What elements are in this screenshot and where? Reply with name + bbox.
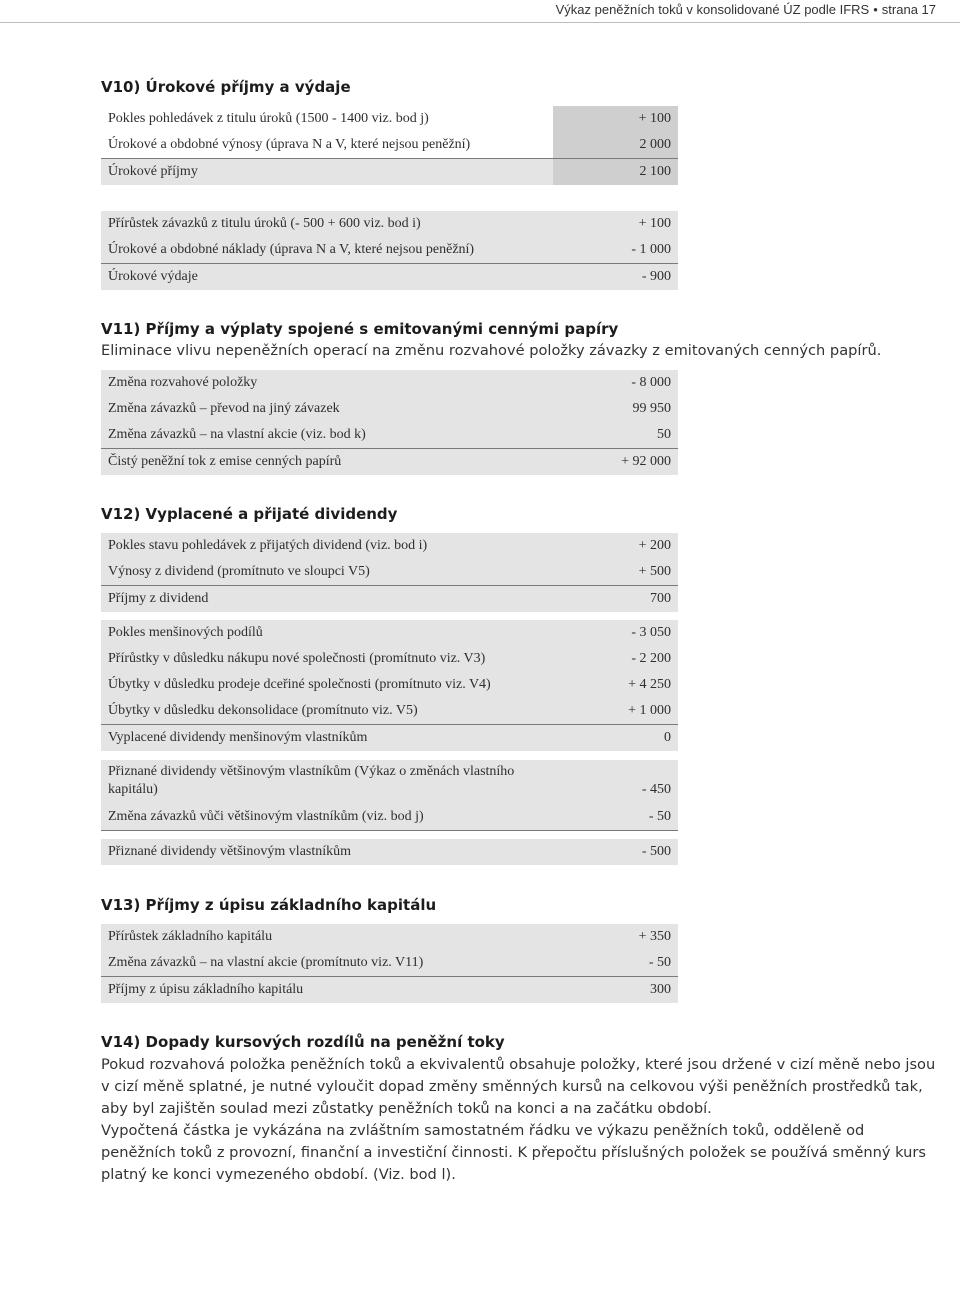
table-row (101, 804, 678, 831)
table-row (101, 839, 678, 865)
header-bullet: • (873, 2, 878, 17)
minority-dividends-table (101, 620, 678, 751)
row-label: Změna závazků – převod na jiný závazek (108, 401, 340, 416)
table-row (101, 620, 678, 646)
row-value: - 2 200 (631, 651, 671, 666)
row-value: - 900 (641, 269, 671, 284)
section-heading-v10: V10) Úrokové příjmy a výdaje (101, 78, 351, 96)
row-value: - 1 000 (631, 242, 671, 257)
row-value: + 1 000 (628, 703, 671, 718)
row-label: Vyplacené dividendy menšinovým vlastníkům (108, 730, 368, 745)
row-label: Přírůstek závazků z titulu úroků (- 500 + 600 viz. bod i) (108, 216, 421, 231)
row-value: - 3 050 (631, 625, 671, 640)
paragraph: Vypočtená částka je vykázána na zvláštním samostatném řádku ve výkazu peněžních toků, odděleně od peněžních toků z provozní, finanční a investiční činnosti. K přepočtu příslušných položek se používá směnný kurs platný ke konci vymezeného období. (Viz. bod l). (101, 1122, 926, 1183)
table-row (101, 159, 678, 185)
row-value: + 100 (638, 216, 671, 231)
row-label: Přírůstky v důsledku nákupu nové společnosti (promítnuto viz. V3) (108, 651, 486, 666)
row-value: + 100 (553, 106, 678, 132)
row-value: + 92 000 (621, 454, 671, 469)
row-label: Úrokové a obdobné náklady (úprava N a V, které nejsou peněžní) (108, 242, 475, 257)
table-row (101, 559, 678, 586)
interest-income-table (101, 106, 678, 185)
table-row (101, 760, 678, 804)
table-row (101, 533, 678, 559)
section-heading-v13: V13) Příjmy z úpisu základního kapitálu (101, 896, 437, 914)
table-row (101, 646, 678, 672)
page-number: strana 17 (881, 2, 936, 17)
dividends-received-table (101, 533, 678, 612)
row-value: 700 (650, 591, 671, 606)
row-label: Přírůstek základního kapitálu (108, 929, 273, 944)
table-row (101, 725, 678, 751)
row-value: 2 000 (553, 132, 678, 158)
row-label: Úrokové a obdobné výnosy (úprava N a V, které nejsou peněžní) (108, 137, 471, 152)
table-row (101, 106, 678, 132)
paragraph: Pokud rozvahová položka peněžních toků a ekvivalentů obsahuje položky, které jsou držené v cizí měně nebo jsou v cizí měně splatné, je nutné vyloučit dopad změny směnných kursů na celkovou výši peněžních prostředků tak, aby byl zajištěn soulad mezi zůstatky peněžních toků na konci a na začátku období. (101, 1056, 936, 1117)
row-label: Úrokové příjmy (108, 164, 198, 179)
table-row (101, 698, 678, 725)
row-label: Úrokové výdaje (108, 269, 198, 284)
row-value: - 50 (648, 809, 671, 824)
row-label: Úbytky v důsledku prodeje dceřiné společnosti (promítnuto viz. V4) (108, 677, 491, 692)
table-row (101, 370, 678, 396)
majority-dividends-total-table (101, 839, 678, 865)
row-value: + 200 (638, 538, 671, 553)
table-row (101, 422, 678, 449)
row-value: 0 (664, 730, 671, 745)
table-row (101, 950, 678, 977)
running-header (556, 2, 936, 17)
row-value: - 450 (641, 782, 671, 797)
majority-dividends-table (101, 760, 678, 831)
row-label: Změna závazků – na vlastní akcie (promítnuto viz. V11) (108, 955, 424, 970)
table-row (101, 237, 678, 264)
row-label: Změna závazků – na vlastní akcie (viz. bod k) (108, 427, 366, 442)
table-row (101, 924, 678, 950)
row-value: + 350 (638, 929, 671, 944)
row-value: 2 100 (553, 159, 678, 185)
section-heading-v12: V12) Vyplacené a přijaté dividendy (101, 505, 398, 523)
table-row (101, 264, 678, 290)
table-row (101, 211, 678, 237)
row-value: 300 (650, 982, 671, 997)
table-row (101, 132, 678, 159)
section-heading-v11: V11) Příjmy a výplaty spojené s emitovanými cennými papíry (101, 320, 619, 338)
row-value: + 500 (638, 564, 671, 579)
row-label: Pokles stavu pohledávek z přijatých dividend (viz. bod i) (108, 538, 428, 553)
row-value: - 500 (641, 844, 671, 859)
row-label: Úbytky v důsledku dekonsolidace (promítnuto viz. V5) (108, 703, 418, 718)
row-value: 99 950 (632, 401, 671, 416)
interest-expense-table (101, 211, 678, 290)
row-label: Přiznané dividendy většinovým vlastníkům (Výkaz o změnách vlastního kapitálu) (108, 764, 515, 797)
row-label: Příjmy z dividend (108, 591, 209, 606)
securities-table (101, 370, 678, 475)
row-value: - 50 (648, 955, 671, 970)
document-title: Výkaz peněžních toků v konsolidované ÚZ podle IFRS (555, 2, 870, 17)
table-row (101, 396, 678, 422)
table-row (101, 449, 678, 475)
row-label: Přiznané dividendy většinovým vlastníkům (108, 844, 352, 859)
row-value: 50 (657, 427, 671, 442)
row-label: Změna rozvahové položky (108, 375, 258, 390)
row-label: Čistý peněžní tok z emise cenných papírů (108, 454, 342, 469)
table-row (101, 586, 678, 612)
section-intro: Eliminace vlivu nepeněžních operací na změnu rozvahové položky závazky z emitovaných cenných papírů. (101, 342, 882, 359)
row-label: Pokles pohledávek z titulu úroků (1500 - 1400 viz. bod j) (108, 111, 429, 126)
row-label: Změna závazků vůči většinovým vlastníkům (viz. bod j) (108, 809, 424, 824)
section-heading-v14: V14) Dopady kursových rozdílů na peněžní toky (101, 1033, 505, 1051)
table-row (101, 672, 678, 698)
row-label: Výnosy z dividend (promítnuto ve sloupci V5) (108, 564, 370, 579)
share-capital-table (101, 924, 678, 1003)
row-value: + 4 250 (628, 677, 671, 692)
row-label: Příjmy z úpisu základního kapitálu (108, 982, 304, 997)
row-label: Pokles menšinových podílů (108, 625, 263, 640)
row-value: - 8 000 (631, 375, 671, 390)
table-row (101, 977, 678, 1003)
page-header (0, 0, 960, 23)
